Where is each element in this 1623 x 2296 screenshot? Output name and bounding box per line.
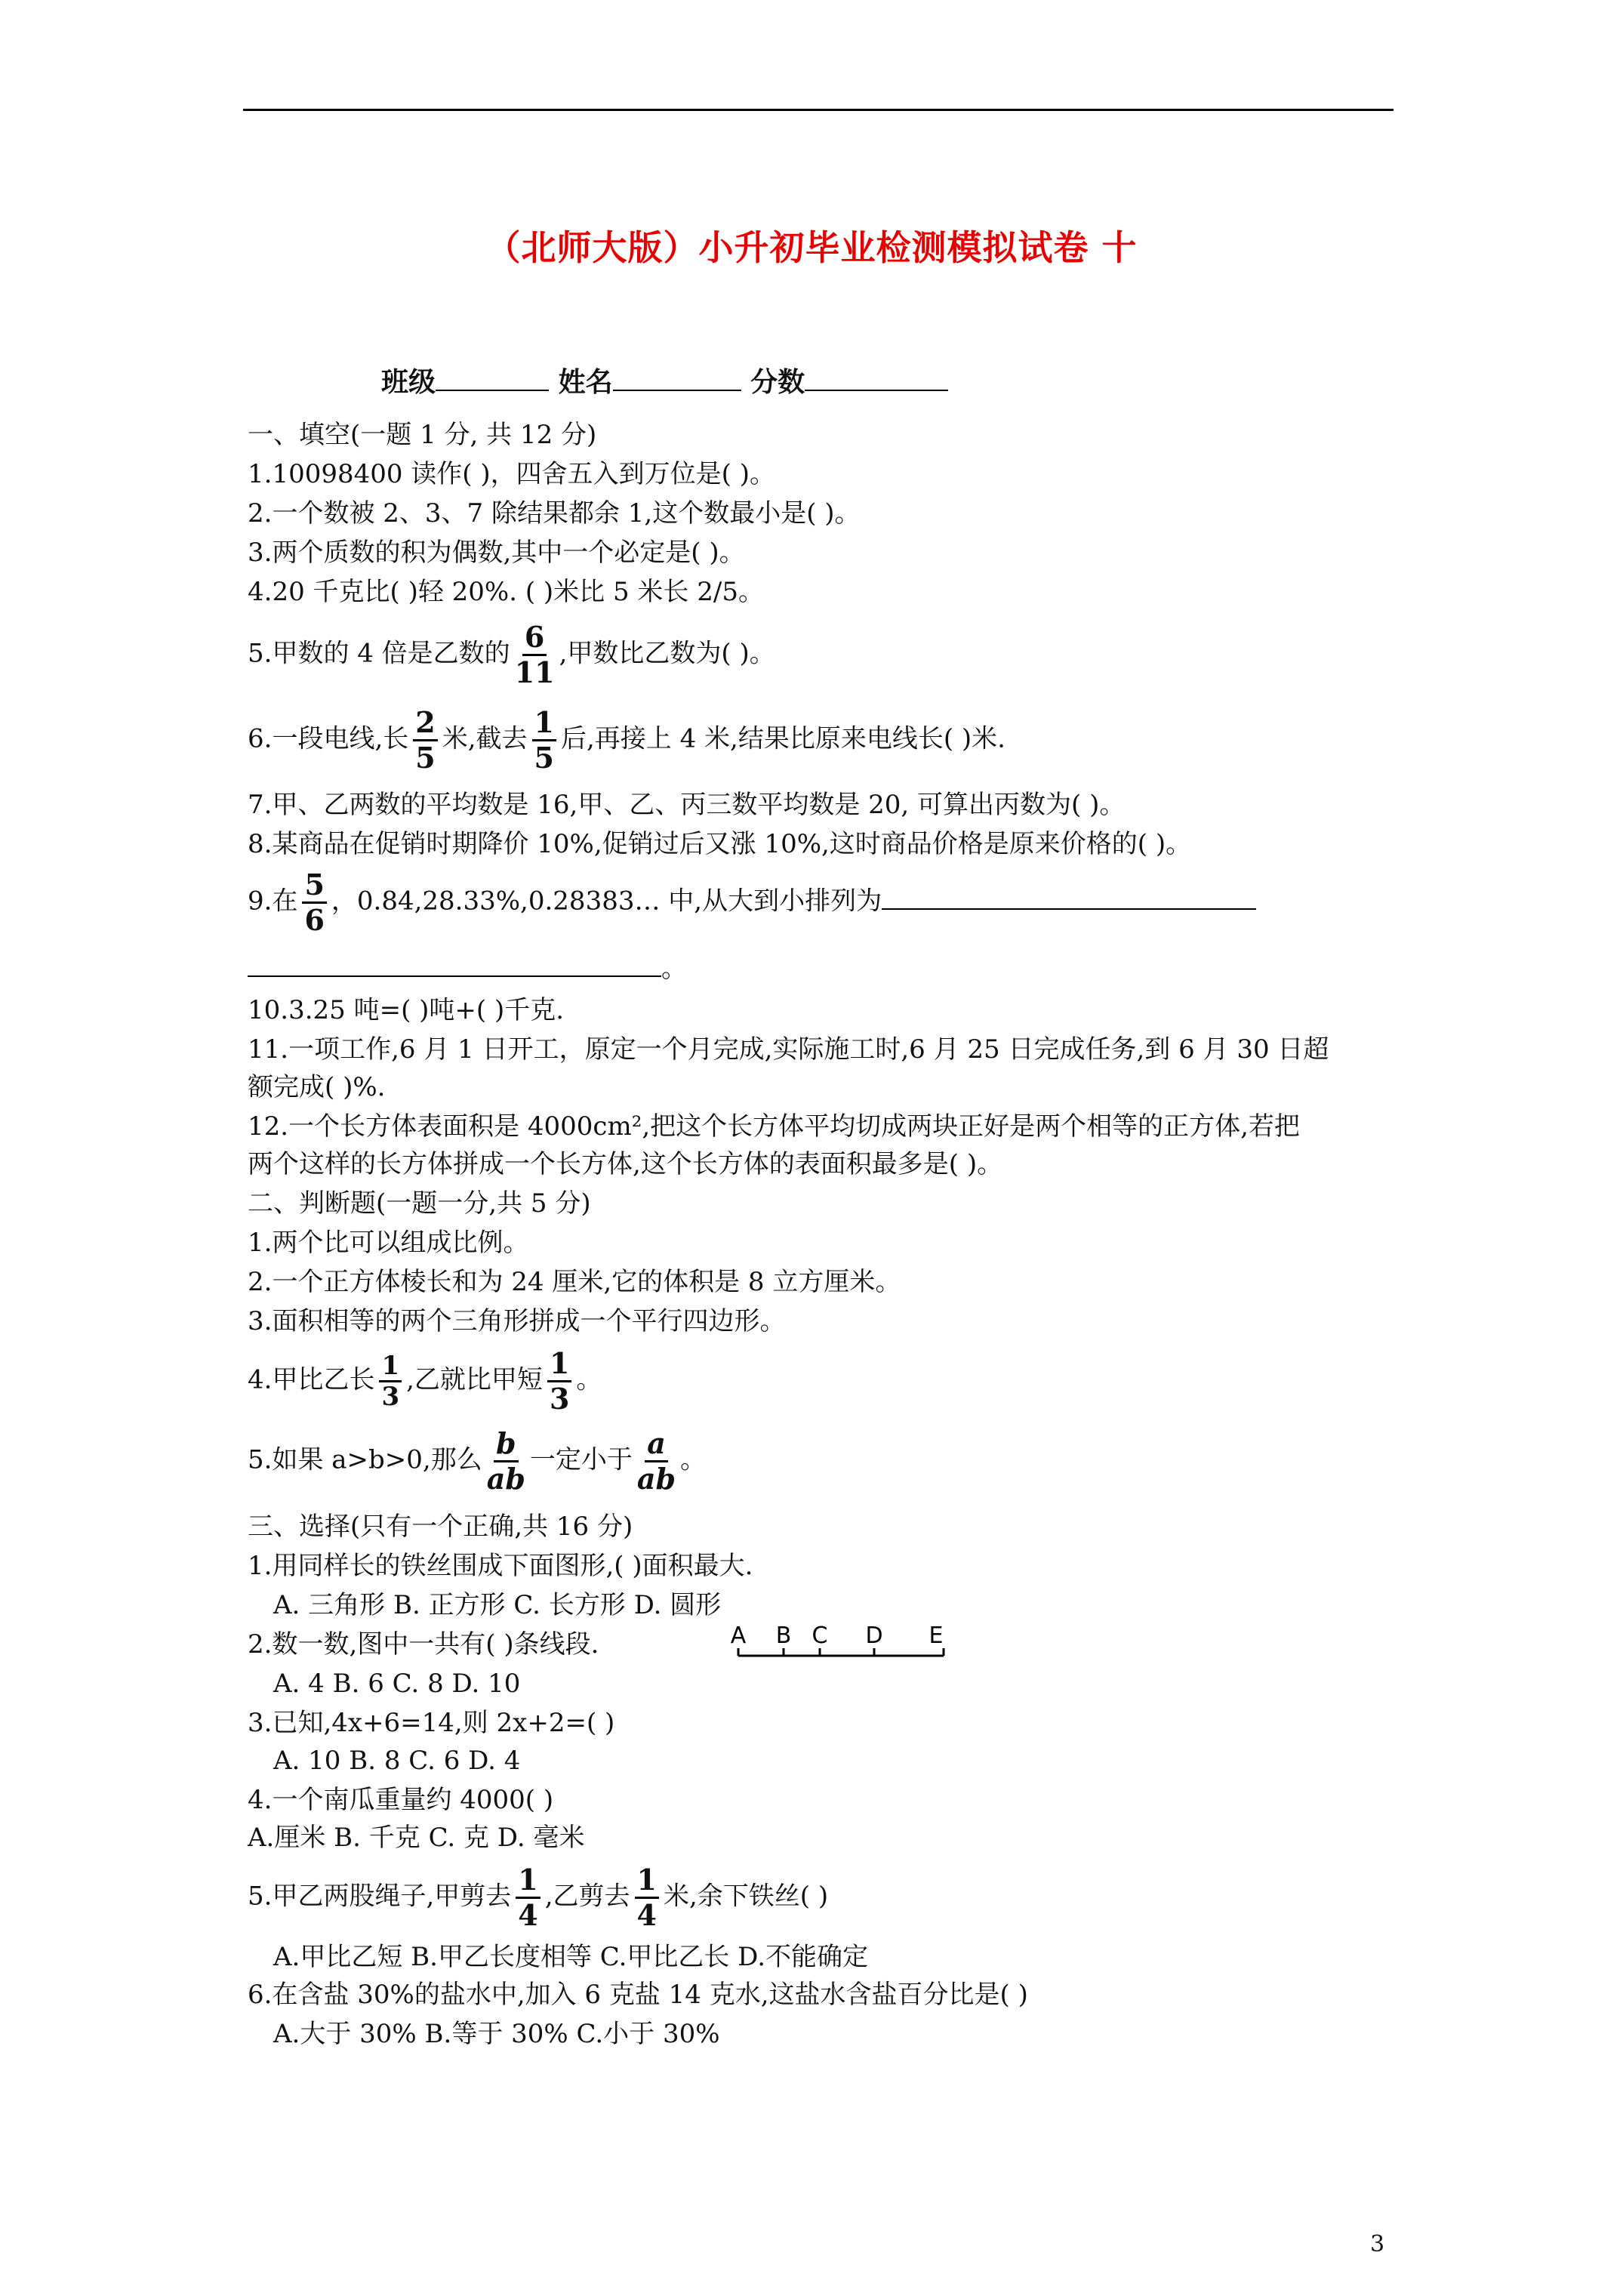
fraction: $\frac{1}{4}$ bbox=[516, 1863, 540, 1932]
s2-q5-post: 。 bbox=[680, 1444, 707, 1475]
s3-q5-mid: ,乙剪去 bbox=[544, 1881, 630, 1912]
s3-q4-options: A.厘米 B. 千克 C. 克 D. 毫米 bbox=[248, 1823, 585, 1853]
s3-q6-options: A.大于 30% B.等于 30% C.小于 30% bbox=[273, 2019, 720, 2049]
s3-q2: 2.数一数,图中一共有( )条线段. bbox=[248, 1629, 599, 1660]
score-label: 分数 bbox=[750, 366, 805, 398]
point-label: B bbox=[775, 1623, 792, 1649]
s2-q4 bbox=[248, 1347, 602, 1416]
score-blank[interactable] bbox=[805, 367, 948, 391]
fraction: $\frac{1}{4}$ bbox=[635, 1863, 659, 1932]
s1-q6-pre: 6.一段电线,长 bbox=[248, 723, 409, 754]
s1-q3: 3.两个质数的积为偶数,其中一个必定是( )。 bbox=[248, 538, 745, 568]
point-label: A bbox=[731, 1623, 747, 1649]
s1-q2: 2.一个数被 2、3、7 除结果都余 1,这个数最小是( )。 bbox=[248, 498, 861, 529]
point-label: E bbox=[929, 1623, 944, 1649]
section3-heading: 三、选择(只有一个正确,共 16 分) bbox=[248, 1512, 633, 1542]
s2-q5 bbox=[248, 1427, 706, 1496]
s1-q1: 1.10098400 读作( )，四舍五入到万位是( )。 bbox=[248, 459, 775, 489]
s3-q5-pre: 5.甲乙两股绳子,甲剪去 bbox=[248, 1881, 512, 1912]
s3-q5-post: 米,余下铁丝( ) bbox=[663, 1881, 829, 1912]
s3-q1-options: A. 三角形 B. 正方形 C. 长方形 D. 圆形 bbox=[273, 1590, 722, 1620]
page-title: （北师大版）小升初毕业检测模拟试卷 十 bbox=[485, 227, 1138, 268]
name-label: 姓名 bbox=[558, 366, 613, 398]
line-segment-figure bbox=[731, 1622, 951, 1667]
s1-q10: 10.3.25 吨=( )吨+( )千克. bbox=[248, 995, 565, 1025]
s2-q1: 1.两个比可以组成比例。 bbox=[248, 1228, 529, 1258]
header-rule bbox=[243, 109, 1394, 111]
s3-q5 bbox=[248, 1863, 828, 1932]
s3-q1: 1.用同样长的铁丝围成下面图形,( )面积最大. bbox=[248, 1551, 753, 1581]
page-number: 3 bbox=[1370, 2231, 1385, 2257]
answer-blank[interactable] bbox=[882, 886, 1256, 910]
s3-q6: 6.在含盐 30%的盐水中,加入 6 克盐 14 克水,这盐水含盐百分比是( ) bbox=[248, 1980, 1028, 2010]
s2-q4-mid: ,乙就比甲短 bbox=[406, 1364, 543, 1395]
s2-q3: 3.面积相等的两个三角形拼成一个平行四边形。 bbox=[248, 1306, 786, 1336]
s2-q5-mid: 一定小于 bbox=[529, 1444, 633, 1475]
fraction: $\frac{1}{3}$ bbox=[547, 1347, 571, 1416]
class-blank[interactable] bbox=[436, 367, 549, 391]
s3-q5-options: A.甲比乙短 B.甲乙长度相等 C.甲比乙长 D.不能确定 bbox=[273, 1942, 869, 1972]
fraction: $\frac{2}{5}$ bbox=[413, 706, 437, 775]
s1-q12a: 12.一个长方体表面积是 4000cm²,把这个长方体平均切成两块正好是两个相等的正方体,若把 bbox=[248, 1111, 1300, 1142]
s3-q4: 4.一个南瓜重量约 4000( ) bbox=[248, 1785, 554, 1815]
s1-q4: 4.20 千克比( )轻 20%. ( )米比 5 米长 2/5。 bbox=[248, 577, 764, 607]
section2-heading: 二、判断题(一题一分,共 5 分) bbox=[248, 1188, 591, 1219]
fraction: $\frac{a}{ab}$ bbox=[636, 1426, 676, 1496]
fraction: $\frac{5}{6}$ bbox=[302, 868, 326, 937]
s1-q5-post: ,甲数比乙数为( )。 bbox=[559, 638, 775, 669]
fraction: $\frac{6}{11}$ bbox=[514, 620, 555, 689]
s2-q5-pre: 5.如果 a>b>0,那么 bbox=[248, 1444, 482, 1475]
s1-q5 bbox=[248, 621, 775, 689]
fraction: $\frac{1}{5}$ bbox=[532, 706, 556, 775]
s1-q11b: 额完成( )%. bbox=[248, 1072, 386, 1102]
s2-q2: 2.一个正方体棱长和为 24 厘米,它的体积是 8 立方厘米。 bbox=[248, 1267, 901, 1297]
name-blank[interactable] bbox=[613, 367, 741, 391]
s3-q3-options: A. 10 B. 8 C. 6 D. 4 bbox=[273, 1746, 521, 1776]
s2-q4-post: 。 bbox=[576, 1364, 602, 1395]
class-label: 班级 bbox=[381, 366, 436, 398]
s1-q6-mid: 米,截去 bbox=[442, 723, 528, 754]
s1-q11a: 11.一项工作,6 月 1 日开工，原定一个月完成,实际施工时,6 月 25 日完成任务,到 6 月 30 日超 bbox=[248, 1034, 1329, 1065]
s2-q4-pre: 4.甲比乙长 bbox=[248, 1364, 375, 1395]
s3-q2-options: A. 4 B. 6 C. 8 D. 10 bbox=[273, 1669, 521, 1699]
point-label: C bbox=[812, 1623, 828, 1649]
s1-q9-post: ，0.84,28.33%,0.28383… 中,从大到小排列为 bbox=[331, 886, 882, 917]
fraction: $\frac{1}{3}$ bbox=[379, 1351, 402, 1411]
s1-q6 bbox=[248, 706, 1006, 775]
section1-heading: 一、填空(一题 1 分, 共 12 分) bbox=[248, 420, 597, 450]
s3-q3: 3.已知,4x+6=14,则 2x+2=( ) bbox=[248, 1708, 615, 1738]
s1-q9 bbox=[248, 868, 1256, 937]
student-info-line bbox=[381, 361, 948, 399]
answer-blank[interactable] bbox=[248, 953, 661, 977]
s1-q5-pre: 5.甲数的 4 倍是乙数的 bbox=[248, 638, 510, 669]
s1-q9-cont bbox=[248, 953, 687, 984]
s1-q6-post: 后,再接上 4 米,结果比原来电线长( )米. bbox=[560, 723, 1006, 754]
s1-q7: 7.甲、乙两数的平均数是 16,甲、乙、丙三数平均数是 20, 可算出丙数为( )。 bbox=[248, 790, 1126, 820]
point-label: D bbox=[865, 1623, 883, 1649]
s1-q8: 8.某商品在促销时期降价 10%,促销过后又涨 10%,这时商品价格是原来价格的( )。 bbox=[248, 829, 1192, 859]
s1-q9-end: 。 bbox=[661, 954, 687, 984]
fraction: $\frac{b}{ab}$ bbox=[486, 1426, 525, 1496]
s1-q12b: 两个这样的长方体拼成一个长方体,这个长方体的表面积最多是( )。 bbox=[248, 1149, 1003, 1179]
s1-q9-pre: 9.在 bbox=[248, 886, 298, 917]
